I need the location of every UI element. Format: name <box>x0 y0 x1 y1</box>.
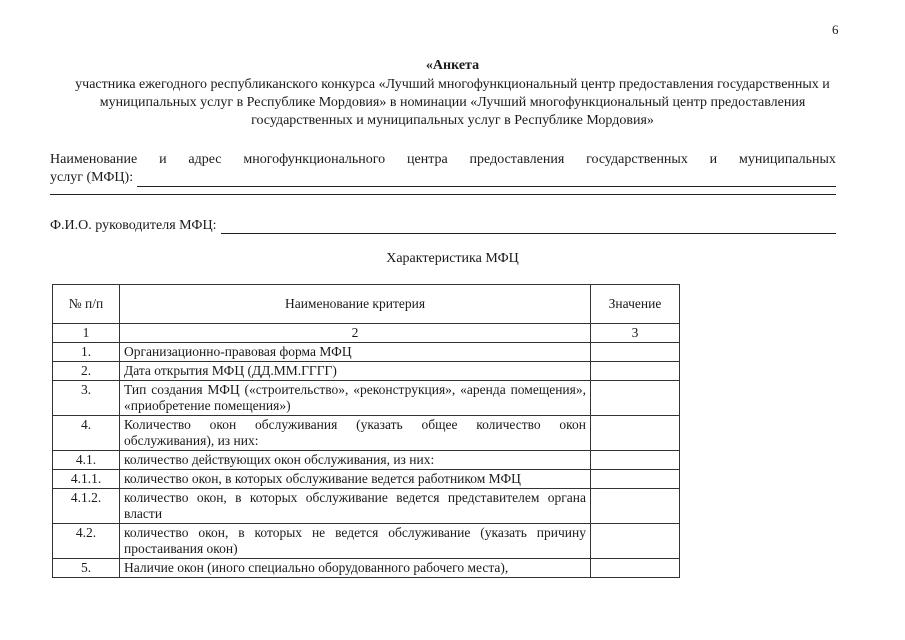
word: и <box>709 152 718 167</box>
row-number: 4.1.2. <box>53 489 120 524</box>
mfc-name-input-line <box>50 169 836 187</box>
mfc-name-field <box>50 151 836 187</box>
table-row <box>53 470 680 489</box>
row-value-cell[interactable] <box>591 470 680 489</box>
row-number: 4.1.1. <box>53 470 120 489</box>
head-name-blank[interactable] <box>221 219 837 234</box>
table-row <box>53 343 680 362</box>
mfc-name-label-line <box>50 151 836 169</box>
table-row <box>53 524 680 559</box>
table-row <box>53 451 680 470</box>
header-criterion: Наименование критерия <box>120 285 591 324</box>
numbering-row <box>53 324 680 343</box>
row-criterion: Тип создания МФЦ («строительство», «реконструкция», «аренда помещения», «приобретение помещения») <box>120 381 591 416</box>
row-criterion: Количество окон обслуживания (указать общее количество окон обслуживания), из них: <box>120 416 591 451</box>
row-value-cell[interactable] <box>591 381 680 416</box>
mfc-name-label: услуг (МФЦ): <box>50 170 134 185</box>
row-number: 1. <box>53 343 120 362</box>
table-caption: Характеристика МФЦ <box>386 251 519 266</box>
row-number: 4. <box>53 416 120 451</box>
word: муниципальных <box>739 152 836 167</box>
row-criterion: Организационно-правовая форма МФЦ <box>120 343 591 362</box>
table-row <box>53 381 680 416</box>
row-number: 4.2. <box>53 524 120 559</box>
document-header <box>0 58 905 130</box>
table-row <box>53 362 680 381</box>
row-value-cell[interactable] <box>591 489 680 524</box>
mfc-address-blank[interactable] <box>50 194 836 195</box>
page-number: 6 <box>832 22 839 37</box>
row-value-cell[interactable] <box>591 451 680 470</box>
row-value-cell[interactable] <box>591 343 680 362</box>
row-criterion: количество действующих окон обслуживания, из них: <box>120 451 591 470</box>
word: и <box>159 152 167 167</box>
column-number: 1 <box>53 324 120 343</box>
row-value-cell[interactable] <box>591 559 680 578</box>
criteria-table <box>52 284 680 578</box>
row-number: 5. <box>53 559 120 578</box>
row-number: 3. <box>53 381 120 416</box>
header-num: № п/п <box>53 285 120 324</box>
word: многофункционального <box>243 152 386 167</box>
table-row <box>53 416 680 451</box>
row-criterion: количество окон, в которых обслуживание ведется работником МФЦ <box>120 470 591 489</box>
head-label: Ф.И.О. руководителя МФЦ: <box>50 218 217 233</box>
head-field <box>50 218 836 234</box>
word: предоставления <box>469 152 565 167</box>
mfc-name-blank[interactable] <box>137 172 836 187</box>
row-value-cell[interactable] <box>591 416 680 451</box>
table-header-row <box>53 285 680 324</box>
row-criterion: Наличие окон (иного специально оборудованного рабочего места), <box>120 559 591 578</box>
row-criterion: количество окон, в которых обслуживание ведется представителем органа власти <box>120 489 591 524</box>
header-value: Значение <box>591 285 680 324</box>
row-value-cell[interactable] <box>591 524 680 559</box>
row-value-cell[interactable] <box>591 362 680 381</box>
word: государственных <box>586 152 688 167</box>
table-row <box>53 559 680 578</box>
word: центра <box>407 152 448 167</box>
row-number: 4.1. <box>53 451 120 470</box>
row-number: 2. <box>53 362 120 381</box>
word: адрес <box>188 152 222 167</box>
row-criterion: Дата открытия МФЦ (ДД.ММ.ГГГГ) <box>120 362 591 381</box>
row-criterion: количество окон, в которых не ведется обслуживание (указать причину простаивания окон) <box>120 524 591 559</box>
word: Наименование <box>50 152 138 167</box>
document-subtitle: участника ежегодного республиканского конкурса «Лучший многофункциональный центр предоставления государственных и муниципальных услуг в Республике Мордовия» в номинации «Лучший многофункциональный центр предоставления государственных и муниципальных услуг в Республике Мордовия» <box>75 77 830 128</box>
document-title: «Анкета <box>425 58 480 73</box>
column-number: 2 <box>120 324 591 343</box>
column-number: 3 <box>591 324 680 343</box>
table-row <box>53 489 680 524</box>
